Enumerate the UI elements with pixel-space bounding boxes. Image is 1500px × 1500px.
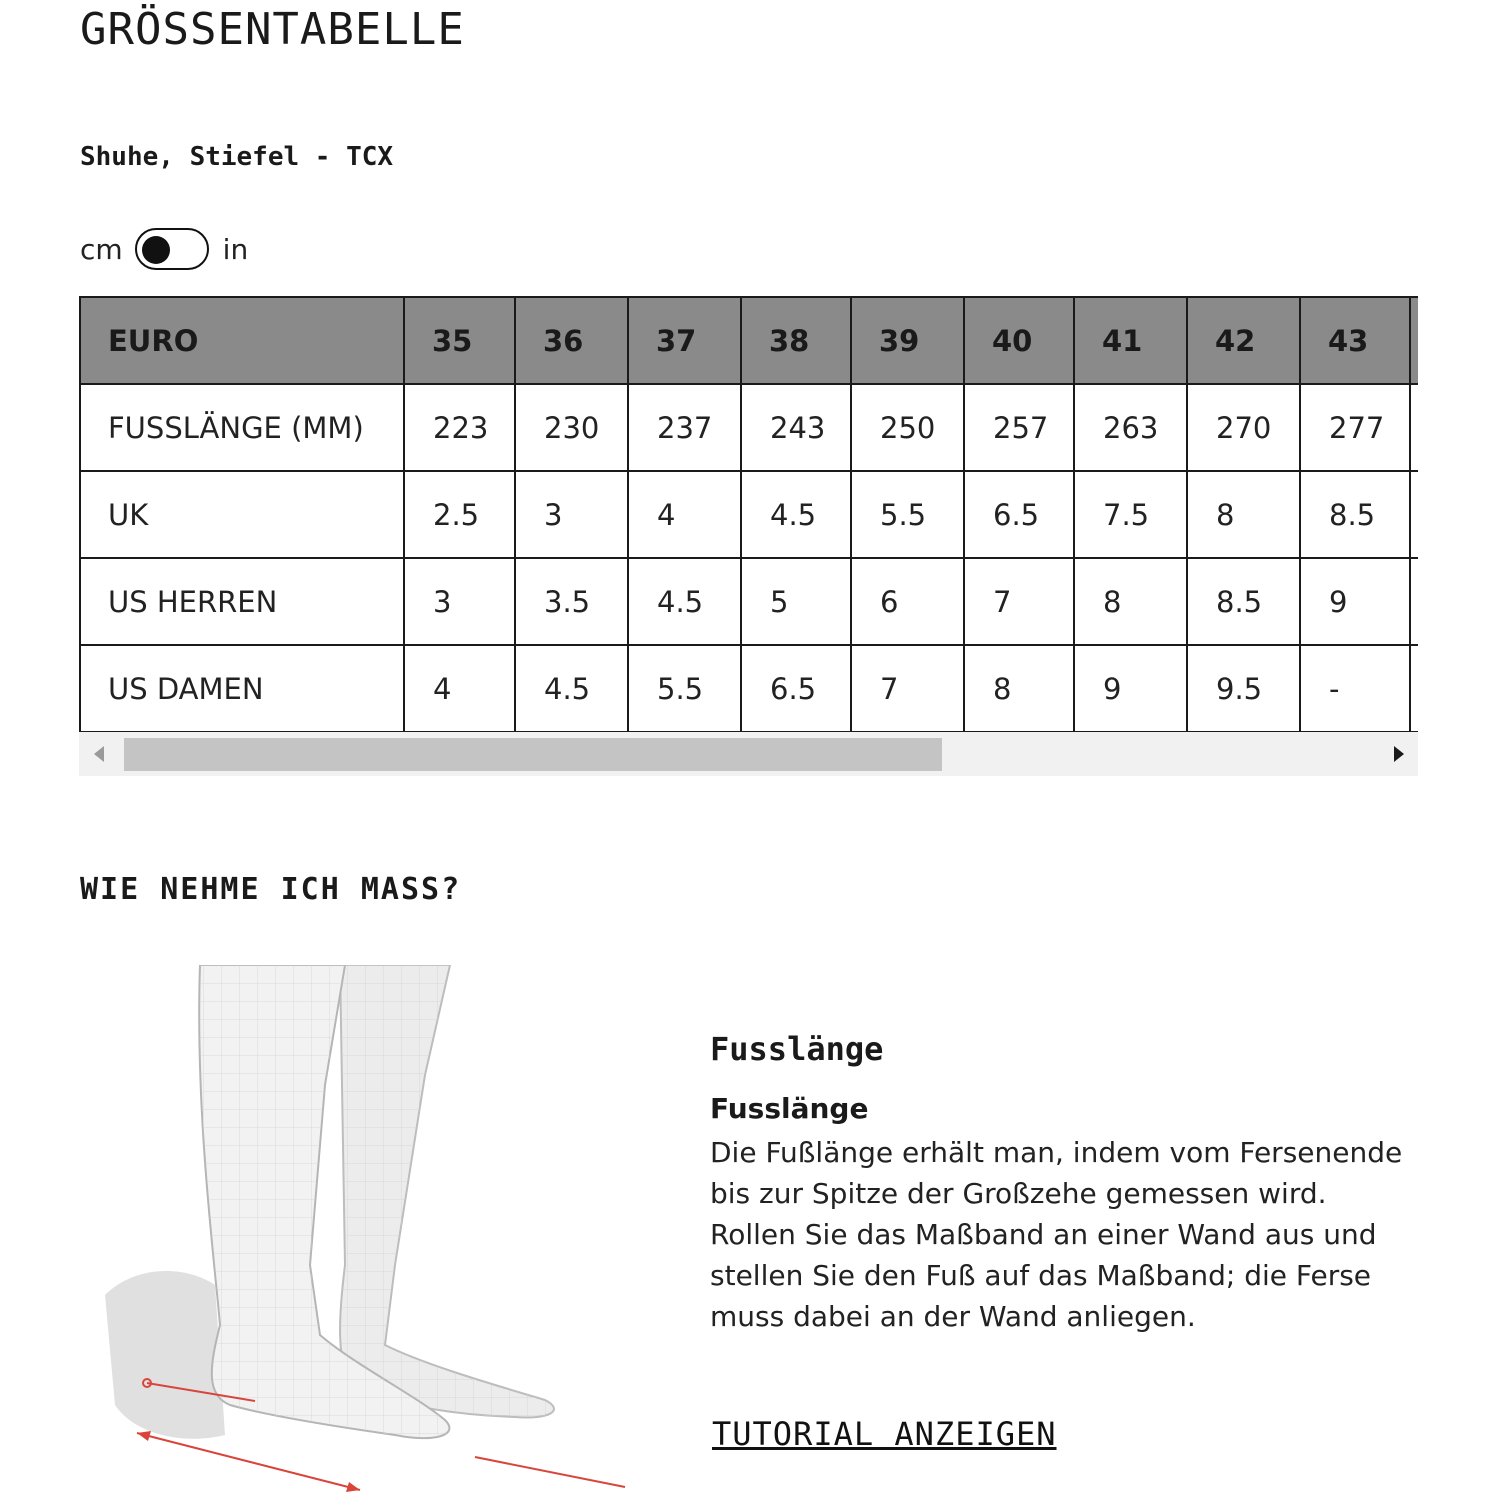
table-cell: 237 (628, 384, 741, 471)
header-cell: 36 (515, 297, 628, 384)
table-cell: 9.5 (1187, 645, 1300, 732)
table-cell: 8.5 (1300, 471, 1410, 558)
table-cell: 2.5 (404, 471, 515, 558)
table-cell: 230 (515, 384, 628, 471)
size-table-container (79, 296, 1418, 776)
table-cell (1410, 645, 1418, 732)
header-cell: 42 (1187, 297, 1300, 384)
table-cell: 277 (1300, 384, 1410, 471)
unit-toggle-switch[interactable] (135, 228, 209, 270)
unit-toggle (80, 228, 248, 270)
info-description: Die Fußlänge erhält man, indem vom Fersenende bis zur Spitze der Großzehe gemessen wird. Rollen Sie das Maßband an einer Wand aus und stellen Sie den Fuß auf das Maßband; die Ferse muss dabei an der Wand anliegen. (710, 1136, 1403, 1333)
table-cell: 250 (851, 384, 964, 471)
header-cell: 39 (851, 297, 964, 384)
scroll-thumb[interactable] (124, 738, 942, 771)
foot-measurement-illustration (95, 965, 635, 1500)
header-cell: 41 (1074, 297, 1187, 384)
row-label: EURO (80, 297, 404, 384)
table-cell: 5.5 (851, 471, 964, 558)
table-cell: 4.5 (741, 471, 851, 558)
table-cell: 8 (1187, 471, 1300, 558)
table-cell: 263 (1074, 384, 1187, 471)
table-cell: - (1300, 645, 1410, 732)
table-cell: 7 (851, 645, 964, 732)
table-cell: 7 (964, 558, 1074, 645)
table-header-row (80, 297, 1418, 384)
table-cell (1410, 384, 1418, 471)
row-label: FUSSLÄNGE (MM) (80, 384, 404, 471)
row-label: US HERREN (80, 558, 404, 645)
horizontal-scrollbar[interactable] (79, 732, 1418, 776)
table-cell: 270 (1187, 384, 1300, 471)
table-cell: 6.5 (741, 645, 851, 732)
page-title: GRÖSSENTABELLE (80, 4, 465, 55)
size-table (79, 296, 1418, 733)
info-subheading: Fusslänge (710, 1092, 869, 1125)
table-row (80, 471, 1418, 558)
measure-section-title: WIE NEHME ICH MASS? (80, 872, 462, 907)
table-cell: 5.5 (628, 645, 741, 732)
table-cell: 7.5 (1074, 471, 1187, 558)
table-cell (1410, 471, 1418, 558)
header-cell: 40 (964, 297, 1074, 384)
row-label: UK (80, 471, 404, 558)
table-cell: 9 (1300, 558, 1410, 645)
header-cell: 43 (1300, 297, 1410, 384)
row-label: US DAMEN (80, 645, 404, 732)
scroll-right-arrow-icon[interactable] (1394, 746, 1404, 762)
table-cell: 257 (964, 384, 1074, 471)
table-cell: 4 (628, 471, 741, 558)
header-cell: 37 (628, 297, 741, 384)
table-row (80, 645, 1418, 732)
table-cell: 8.5 (1187, 558, 1300, 645)
table-cell: 4.5 (628, 558, 741, 645)
table-row (80, 384, 1418, 471)
table-cell: 6.5 (964, 471, 1074, 558)
table-cell: 4.5 (515, 645, 628, 732)
unit-label-in[interactable]: in (222, 232, 249, 266)
table-cell: 223 (404, 384, 515, 471)
scroll-left-arrow-icon[interactable] (94, 746, 104, 762)
table-cell: 6 (851, 558, 964, 645)
table-cell: 3.5 (515, 558, 628, 645)
unit-label-cm[interactable]: cm (80, 232, 123, 266)
table-cell: 4 (404, 645, 515, 732)
table-cell: 3 (404, 558, 515, 645)
table-row (80, 558, 1418, 645)
table-cell: 3 (515, 471, 628, 558)
table-cell (1410, 558, 1418, 645)
table-cell: 5 (741, 558, 851, 645)
table-cell: 9 (1074, 645, 1187, 732)
table-cell: 243 (741, 384, 851, 471)
header-cell (1410, 297, 1418, 384)
table-cell: 8 (964, 645, 1074, 732)
product-category-subtitle: Shuhe, Stiefel - TCX (80, 142, 394, 172)
table-cell: 8 (1074, 558, 1187, 645)
info-heading: Fusslänge (710, 1030, 884, 1068)
toggle-knob (142, 236, 170, 264)
header-cell: 35 (404, 297, 515, 384)
tutorial-link[interactable]: TUTORIAL ANZEIGEN (712, 1415, 1057, 1453)
header-cell: 38 (741, 297, 851, 384)
